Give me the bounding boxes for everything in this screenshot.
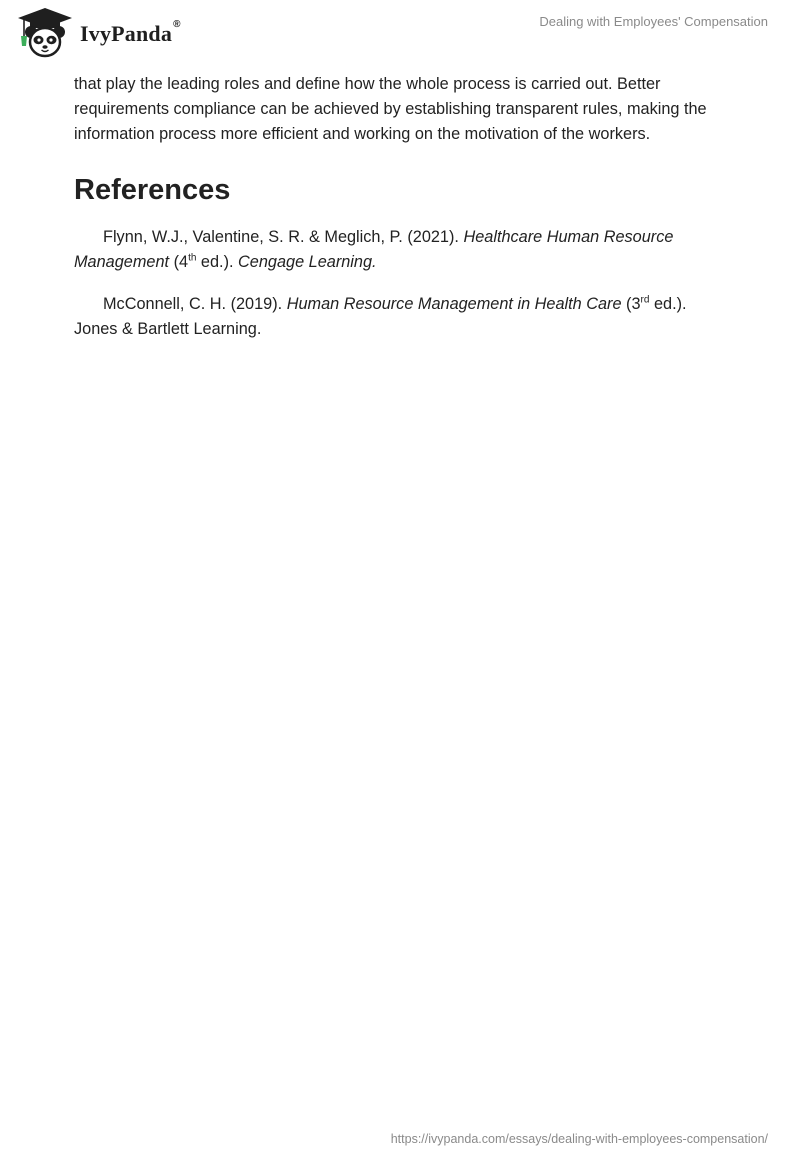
document-title: Dealing with Employees' Compensation	[539, 14, 768, 29]
registered-mark: ®	[173, 19, 181, 30]
reference-edition: (4	[169, 253, 189, 271]
document-body	[74, 72, 734, 359]
reference-authors: McConnell, C. H. (2019).	[103, 295, 287, 313]
reference-edition-close: ed.). Jones & Bartlett Learning.	[74, 295, 687, 338]
references-heading: References	[74, 174, 231, 206]
brand-logo[interactable]	[16, 6, 181, 58]
reference-publisher: Cengage Learning.	[238, 253, 377, 271]
closing-paragraph: that play the leading roles and define how the whole process is carried out. Better requirements compliance can be achieved by establishing transparent rules, making the information process more efficient and working on the motivation of the workers.	[74, 75, 707, 143]
reference-title: Healthcare Human Resource Management	[74, 228, 674, 271]
reference-authors: Flynn, W.J., Valentine, S. R. & Meglich, P. (2021).	[103, 228, 464, 246]
reference-edition: (3	[621, 295, 641, 313]
reference-edition-close: ed.).	[196, 253, 239, 271]
reference-edition-suffix: rd	[640, 294, 650, 306]
reference-entry	[74, 292, 734, 342]
reference-title: Human Resource Management in Health Care	[286, 295, 622, 313]
reference-edition-suffix: th	[188, 252, 197, 264]
page-header	[0, 0, 800, 64]
brand-name: IvyPanda®	[80, 19, 181, 46]
panda-graduate-icon	[16, 6, 74, 58]
reference-entry	[74, 225, 734, 275]
source-url-link[interactable]: https://ivypanda.com/essays/dealing-with-employees-compensation/	[390, 1132, 768, 1146]
